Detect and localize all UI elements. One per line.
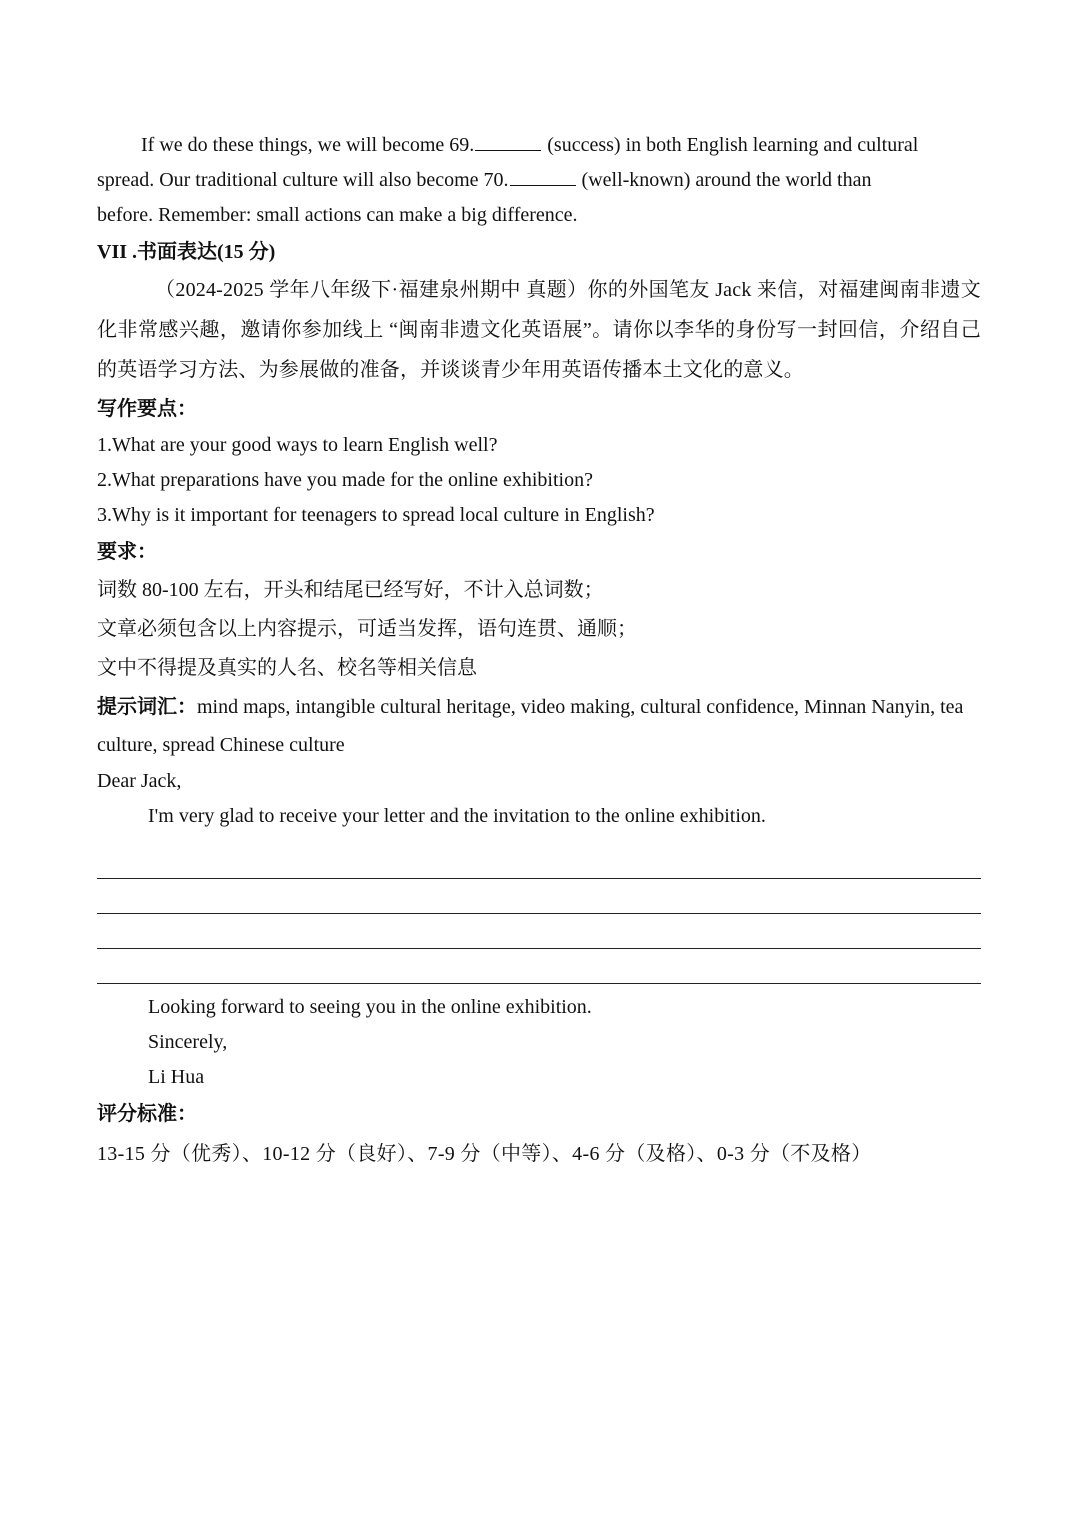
writing-line[interactable]: [97, 914, 981, 949]
letter-opening: I'm very glad to receive your letter and the invitation to the online exhibition.: [148, 805, 766, 827]
letter-signature: Li Hua: [148, 1066, 205, 1088]
requirements-label: 要求：: [97, 541, 157, 563]
answer-blank-70[interactable]: [510, 169, 576, 186]
letter-closing: Looking forward to seeing you in the online exhibition.: [148, 996, 592, 1018]
writing-points-label: 写作要点：: [97, 398, 197, 420]
scoring-text: 13-15 分（优秀）、10-12 分（良好）、7-9 分（中等）、4-6 分（及格）、0-3 分（不及格）: [97, 1143, 872, 1165]
answer-blank-69[interactable]: [475, 134, 541, 151]
writing-point: 3.Why is it important for teenagers to spread local culture in English?: [97, 504, 655, 526]
writing-point: 1.What are your good ways to learn English well?: [97, 434, 498, 456]
writing-point: 2.What preparations have you made for the online exhibition?: [97, 469, 593, 491]
letter-greeting: Dear Jack,: [97, 770, 182, 792]
section-prompt: （2024-2025 学年八年级下·福建泉州期中 真题）你的外国笔友 Jack 来信，对福建闽南非遗文化非常感兴趣，邀请你参加线上 “闽南非遗文化英语展”。请你以李华的身份写一封回信，介绍自己的英语学习方法、为参展做的准备，并谈谈青少年用英语传播本土文化的意义。: [97, 279, 981, 381]
passage-line-3: before. Remember: small actions can make a big difference.: [97, 204, 578, 226]
scoring-label: 评分标准：: [97, 1103, 197, 1125]
passage-line-2: [97, 163, 981, 198]
writing-line[interactable]: [97, 844, 981, 879]
letter-sign-off: Sincerely,: [148, 1031, 228, 1053]
passage-text: (success) in both English learning and cultural: [542, 134, 919, 156]
requirement-item: 文中不得提及真实的人名、校名等相关信息: [97, 657, 477, 679]
hint-vocabulary: [97, 688, 981, 764]
passage-text: spread. Our traditional culture will also become 70.: [97, 169, 509, 191]
writing-line[interactable]: [97, 879, 981, 914]
document-page: [97, 128, 981, 1175]
requirement-item: 词数 80-100 左右，开头和结尾已经写好，不计入总词数；: [97, 579, 604, 601]
hint-text: mind maps, intangible cultural heritage, video making, cultural confidence, Minnan Nanyin, tea culture, spread Chinese culture: [97, 696, 964, 756]
passage-line-1: [97, 128, 981, 163]
passage-text: If we do these things, we will become 69.: [141, 134, 475, 156]
writing-line[interactable]: [97, 949, 981, 984]
writing-area[interactable]: [97, 844, 981, 984]
requirement-item: 文章必须包含以上内容提示，可适当发挥，语句连贯、通顺；: [97, 618, 637, 640]
passage-text: (well-known) around the world than: [576, 169, 872, 191]
section-title: VII .书面表达(15 分): [97, 241, 276, 263]
hint-label: 提示词汇：: [97, 696, 197, 718]
